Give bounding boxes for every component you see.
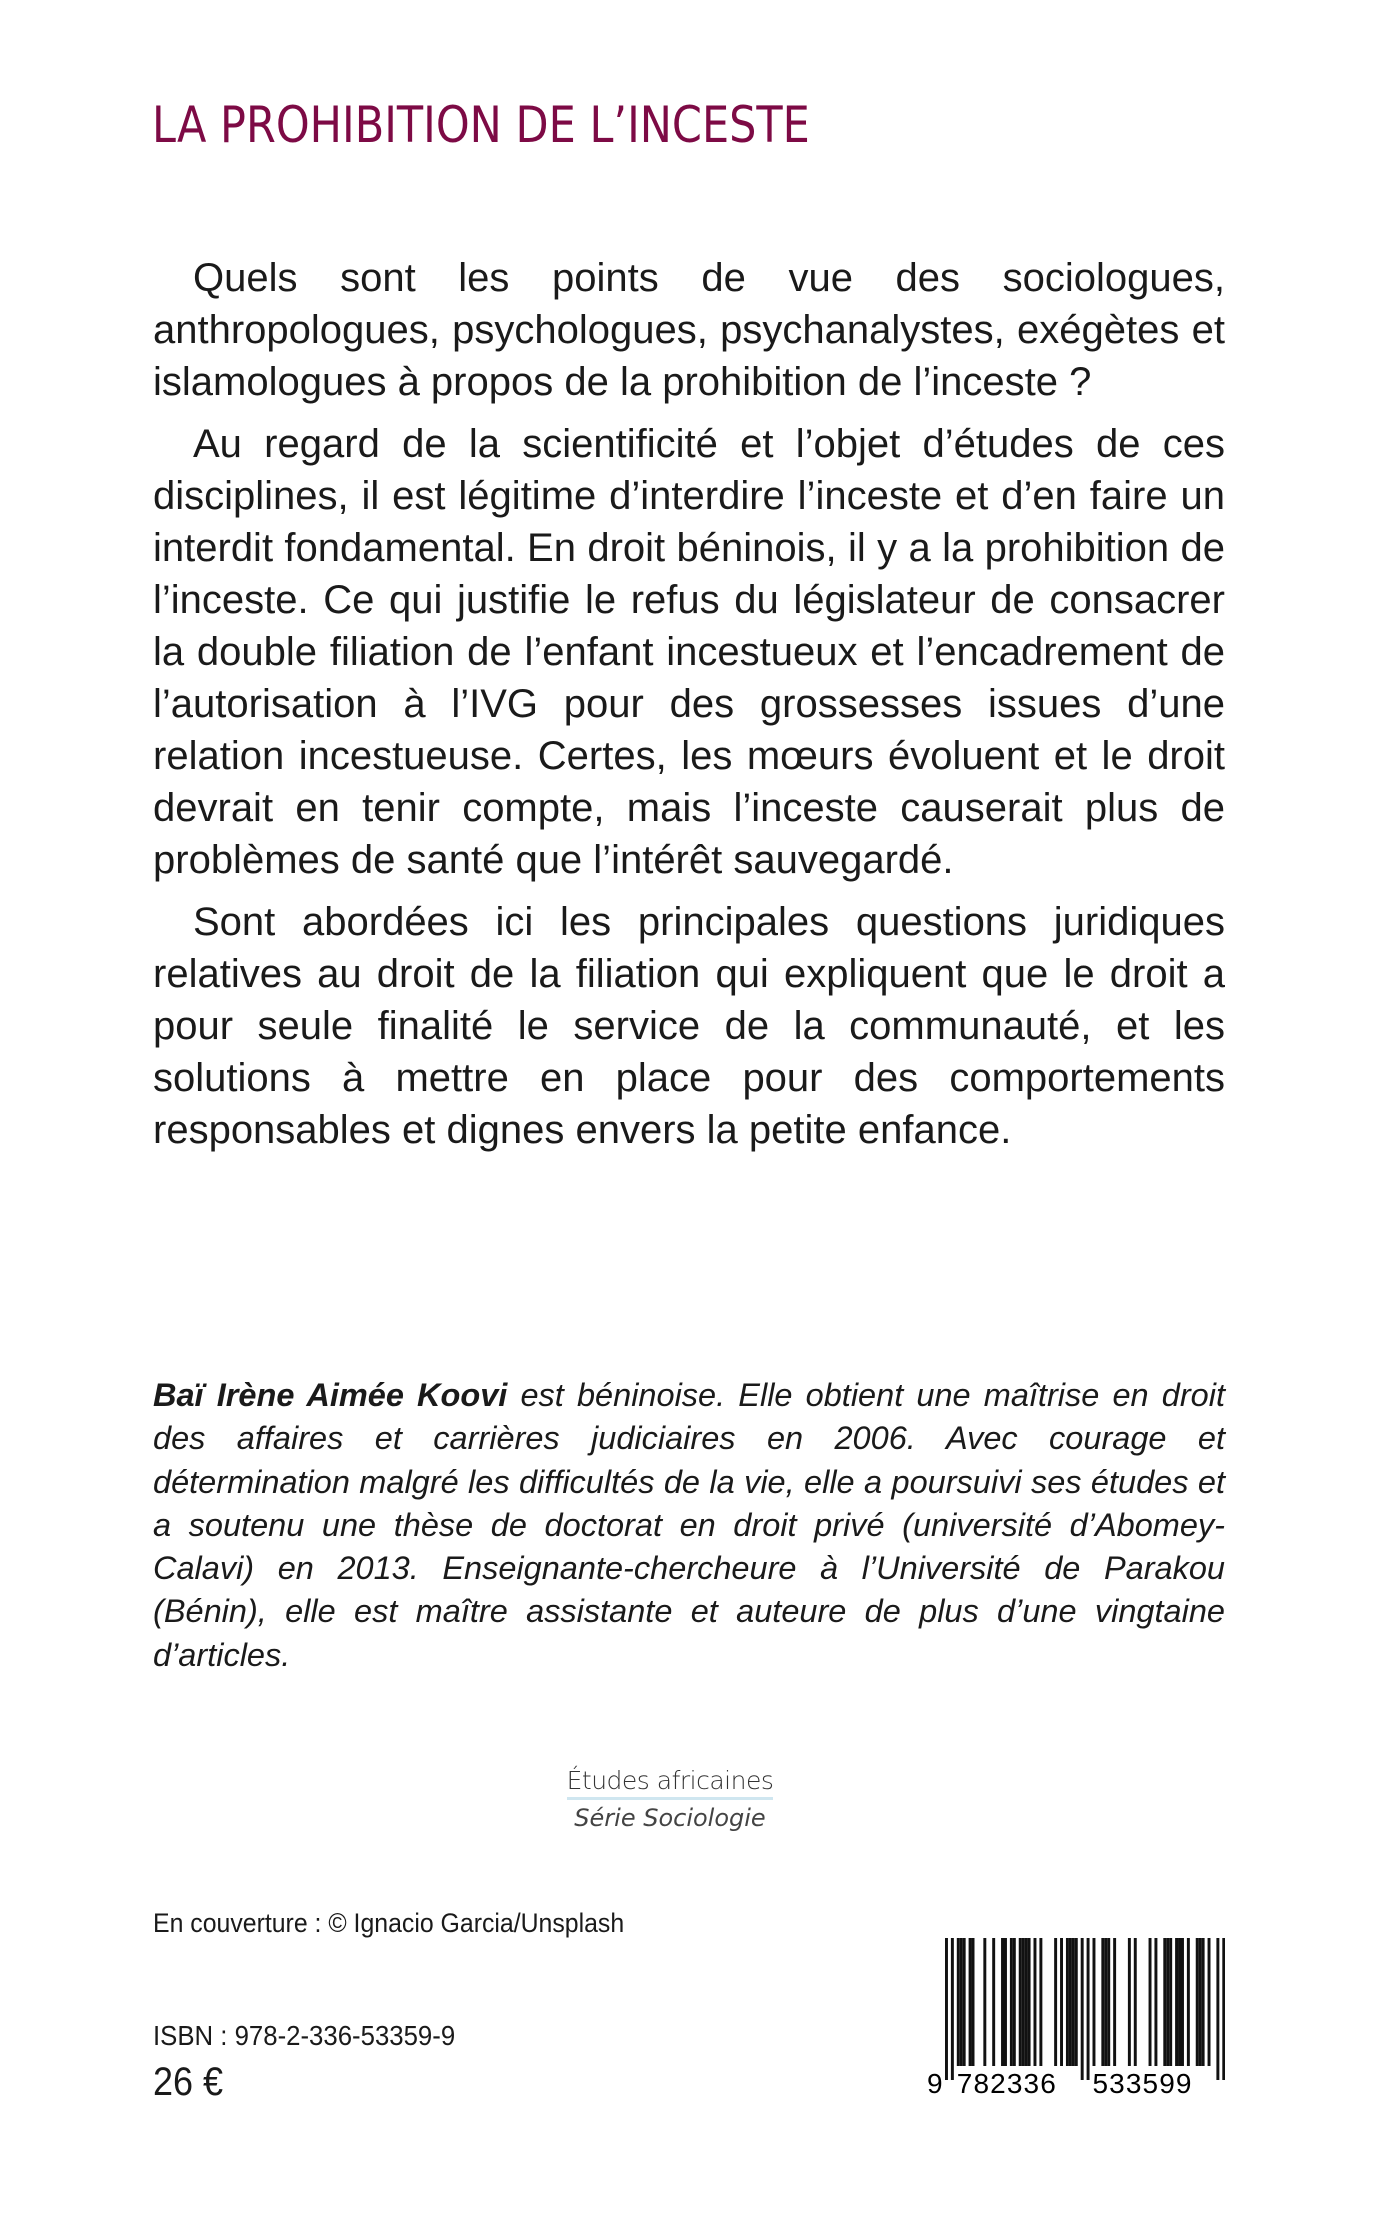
barcode-digits: 782336 (956, 2068, 1056, 2098)
barcode-bar (1060, 1938, 1063, 2066)
barcode-bar (983, 1938, 986, 2066)
barcode-bar (1202, 1938, 1205, 2066)
barcode-bar (1025, 1938, 1028, 2066)
barcode-bar (1208, 1938, 1211, 2066)
barcode-bar (957, 1938, 960, 2066)
barcode-bar (1075, 1938, 1078, 2066)
barcode-bar (1054, 1938, 1057, 2066)
blurb-paragraph: Quels sont les points de vue des sociologues, anthropologues, psychologues, psychanalystes, exégètes et islamologues à propos de la prohibition de l’inceste ? (153, 256, 1225, 404)
barcode-bar (1039, 1938, 1042, 2066)
book-title: LA PROHIBITION DE L’INCESTE (152, 96, 810, 154)
barcode-bar (1216, 1938, 1219, 2080)
barcode-bar (963, 1938, 966, 2066)
author-name: Baï Irène Aimée Koovi (153, 1377, 508, 1413)
barcode-bar (1222, 1938, 1225, 2080)
barcode-bar (1072, 1938, 1075, 2066)
barcode-bar (1149, 1938, 1152, 2066)
isbn: ISBN : 978-2-336-53359-9 (153, 2020, 456, 2051)
blurb (153, 252, 1225, 1166)
barcode-bar (1154, 1938, 1157, 2066)
barcode-bar (1113, 1938, 1116, 2066)
barcode-bar (1107, 1938, 1110, 2066)
barcode-bar (969, 1938, 972, 2066)
barcode-bar (1178, 1938, 1181, 2066)
barcode-bar (1181, 1938, 1184, 2066)
barcode-bar (1010, 1938, 1013, 2066)
price: 26 € (153, 2060, 224, 2104)
barcode-bar (960, 1938, 963, 2066)
barcode-bar (945, 1938, 948, 2080)
barcode-bar (1163, 1938, 1166, 2066)
barcode-digits: 533599 (1092, 2068, 1192, 2098)
barcode-bar (1001, 1938, 1004, 2066)
barcode-bar (1187, 1938, 1190, 2066)
barcode-bar (1004, 1938, 1007, 2066)
barcode-bar (1066, 1938, 1069, 2066)
barcode-bar (1169, 1938, 1172, 2066)
barcode-bar (1087, 1938, 1090, 2080)
blurb-paragraph: Au regard de la scientificité et l’objet d’études de ces disciplines, il est légitime d’interdire l’inceste et d’en faire un interdit fondamental. En droit béninois, il y a la prohibition de l’inceste. Ce qui justifie le refus du législateur de consacrer la double filiation de l’enfant incestueux et l’encadrement de l’autorisation à l’IVG pour des grossesses issues d’une relation incestueuse. Certes, les mœurs évoluent et le droit devrait en tenir compte, mais l’inceste causerait plus de problèmes de santé que l’intérêt sauvegardé. (153, 422, 1225, 882)
barcode-bar (1134, 1938, 1137, 2066)
barcode-bar (1199, 1938, 1202, 2066)
subseries-name: Série Sociologie (574, 1804, 766, 1832)
barcode-bar (951, 1938, 954, 2080)
collection-name: Études africaines (567, 1766, 774, 1800)
barcode-bar (1022, 1938, 1025, 2066)
barcode-bar (1028, 1938, 1031, 2066)
barcode (925, 1938, 1225, 2098)
barcode-bar (972, 1938, 975, 2066)
barcode-bar (1013, 1938, 1016, 2066)
barcode-bar (1019, 1938, 1022, 2066)
barcode-bar (1101, 1938, 1104, 2066)
barcode-bar (1104, 1938, 1107, 2066)
barcode-bar (1166, 1938, 1169, 2066)
barcode-bar (1093, 1938, 1096, 2066)
author-bio (153, 1374, 1225, 1677)
barcode-bar (1081, 1938, 1084, 2080)
barcode-bar (1034, 1938, 1037, 2066)
barcode-digits: 9 (927, 2068, 943, 2098)
bio-text: est béninoise. Elle obtient une maîtrise en droit des affaires et carrières judiciaires en 2006. Avec courage et détermination malgré les difficultés de la vie, elle a poursuivi ses études et a soutenu une thèse de doctorat en droit privé (université d’Abomey-Calavi) en 2013. Enseignante-chercheure à l’Université de Parakou (Bénin), elle est maître assistante et auteure de plus d’une vingtaine d’articles. (153, 1377, 1225, 1673)
barcode-bar (992, 1938, 995, 2066)
series-logo (560, 1766, 780, 1832)
barcode-bar (1128, 1938, 1131, 2066)
barcode-bar (1175, 1938, 1178, 2066)
barcode-bar (1196, 1938, 1199, 2066)
barcode-bar (1069, 1938, 1072, 2066)
cover-credit: En couverture : © Ignacio Garcia/Unsplash (153, 1908, 625, 1938)
blurb-paragraph: Sont abordées ici les principales questions juridiques relatives au droit de la filiation qui expliquent que le droit a pour seule finalité le service de la communauté, et les solutions à mettre en place pour des comportements responsables et dignes envers la petite enfance. (153, 900, 1225, 1152)
